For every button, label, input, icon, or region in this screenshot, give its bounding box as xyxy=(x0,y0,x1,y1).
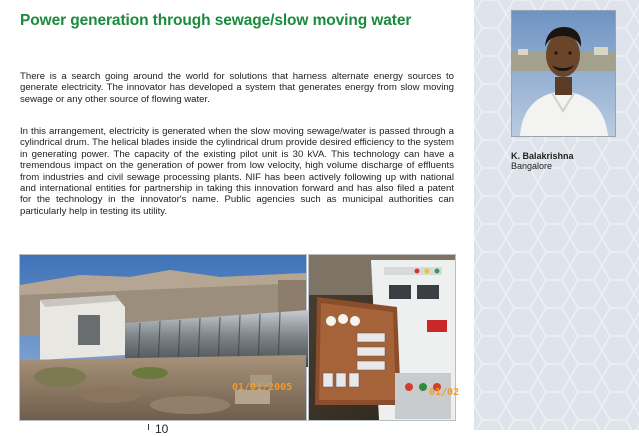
article-title: Power generation through sewage/slow moving water xyxy=(20,12,412,29)
description-paragraph: In this arrangement, electricity is generated when the slow moving sewage/water is passed through a cylindrical drum. The helical blades inside the cylindrical drum provide desired efficiency to the system in generating power. The capacity of the existing pilot unit is 30 kVA. This technology can have a tremendous impact on the generation of power from low velocity, high volume discharge of effluents from industries and civil sewage processing plants. NIF has been actively following up with national and international entities for partnership in taking this innovation forward and has also filed a patent for the technology in the innovator's name. Public agencies such as municipal authorities can particularly help in testing its utility. xyxy=(20,126,454,217)
intro-paragraph: There is a search going around the world for solutions that harness alternate energy sources to generate electricity. The innovator has developed a system that generates energy from slow moving sewage or any other source of flowing water. xyxy=(20,71,454,105)
innovator-location: Bangalore xyxy=(511,161,553,171)
page-number-rule xyxy=(148,424,149,430)
innovator-portrait xyxy=(511,10,616,137)
innovator-name: K. Balakrishna xyxy=(511,151,574,161)
panel-photo-date-stamp: 01/02 xyxy=(429,387,460,398)
drum-installation-photo xyxy=(19,254,307,421)
control-panel-photo xyxy=(308,254,460,421)
page-number: 10 xyxy=(155,422,169,436)
drum-photo-date-stamp: 01/01/2005 xyxy=(232,382,293,393)
